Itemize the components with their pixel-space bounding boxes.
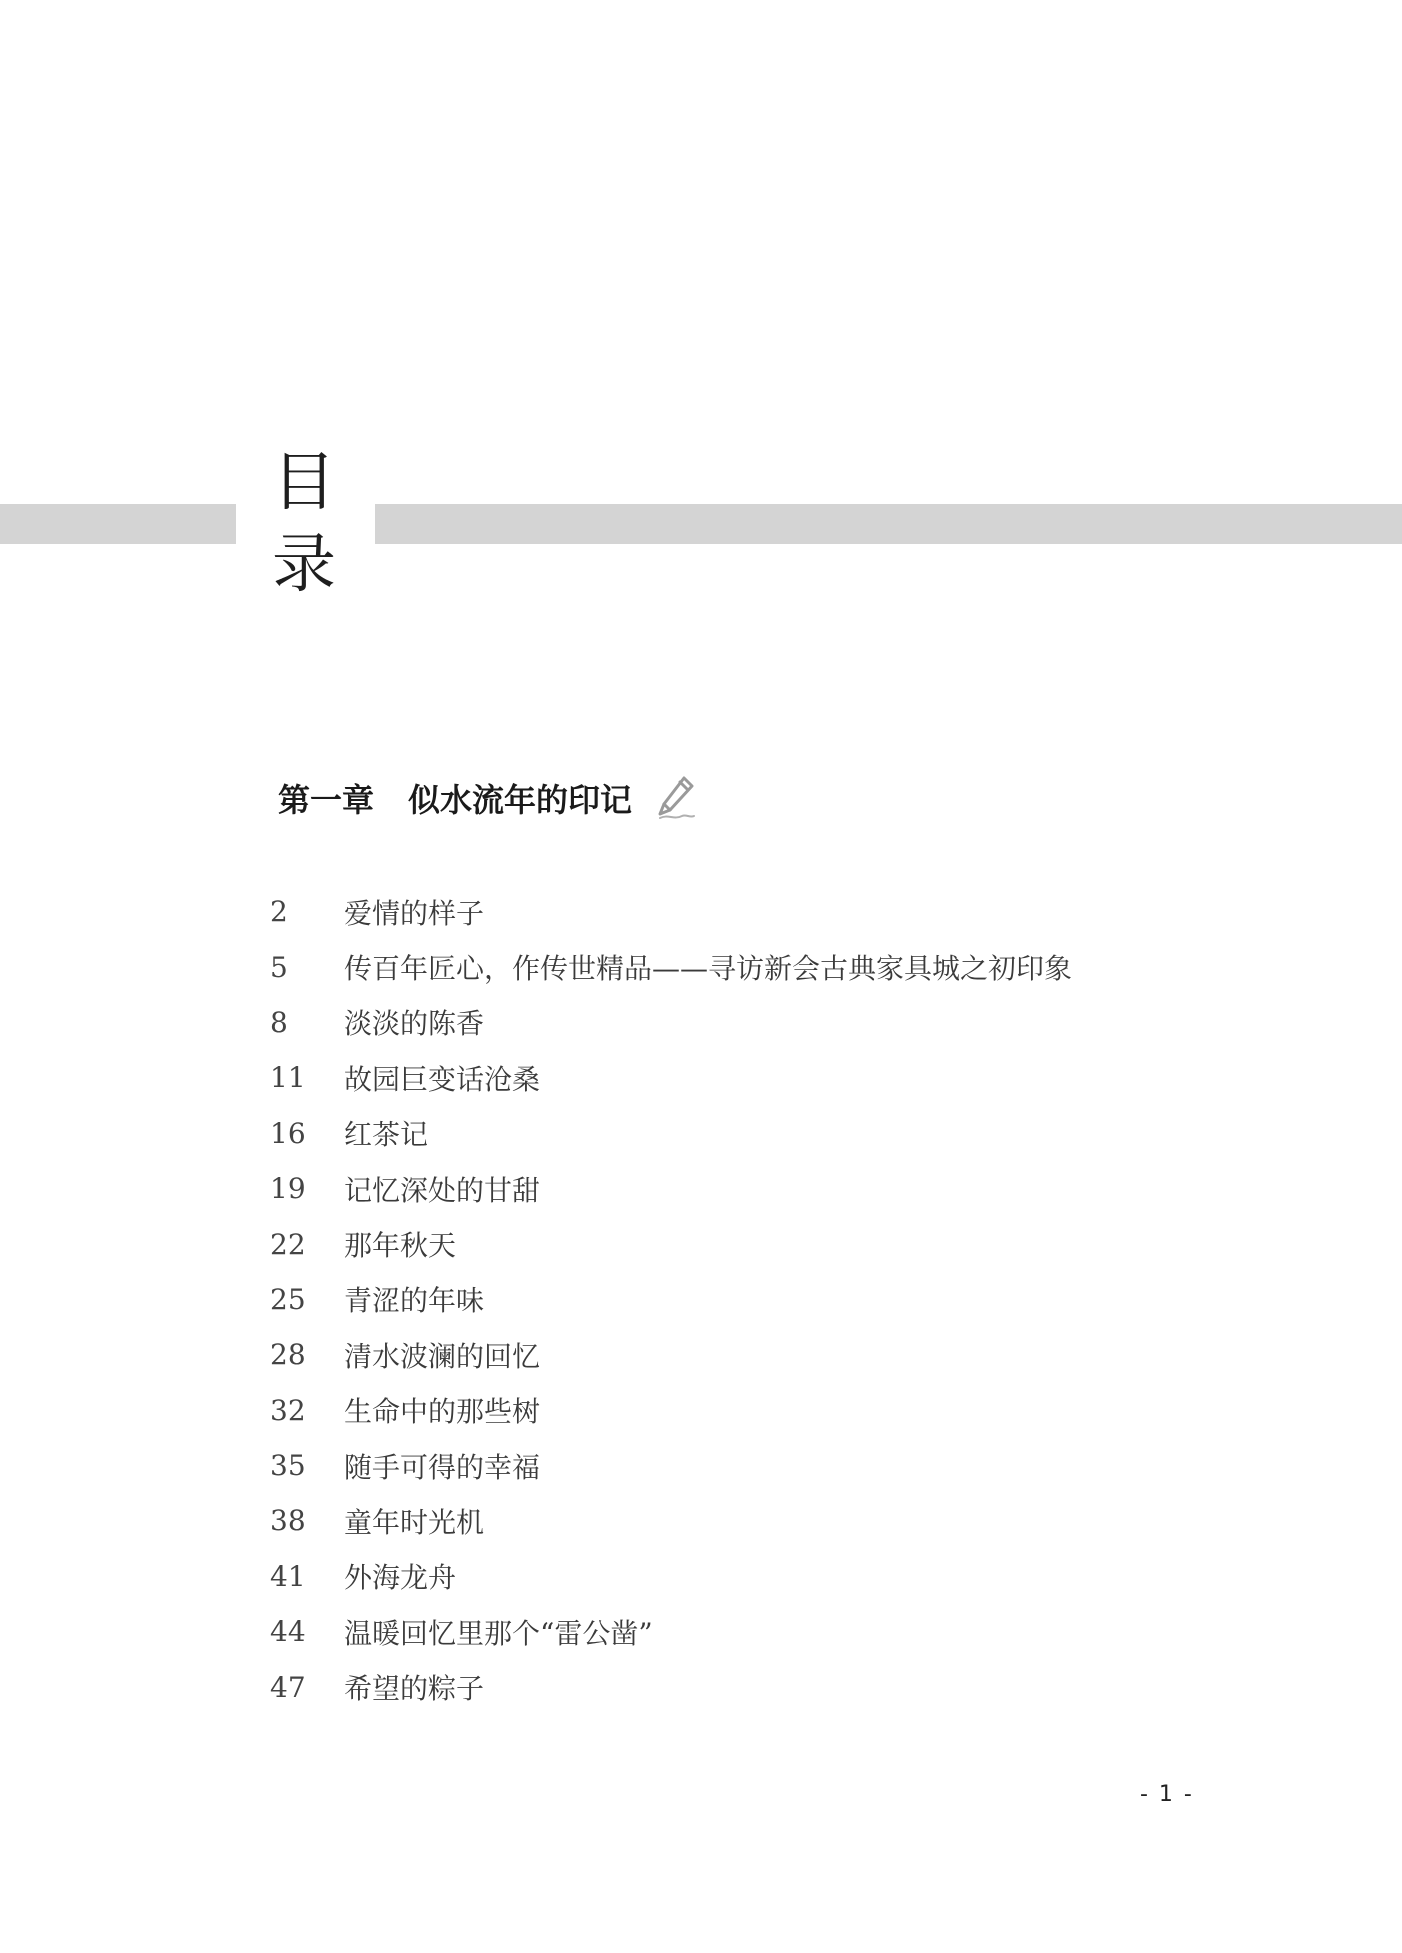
toc-entry-title: 红茶记 [344, 1118, 429, 1152]
toc-title [272, 442, 352, 606]
toc-entry-page: 16 [270, 1116, 306, 1150]
chapter-number: 第一章 [278, 781, 375, 819]
toc-entry-page: 47 [270, 1670, 306, 1704]
toc-entry[interactable] [270, 1383, 1270, 1438]
toc-entry-title: 青涩的年味 [344, 1284, 485, 1318]
toc-entry[interactable] [270, 1549, 1270, 1604]
toc-entry[interactable] [270, 1272, 1270, 1327]
chapter-heading [278, 774, 698, 822]
toc-entry-page: 11 [270, 1061, 306, 1095]
toc-entry-title: 故园巨变话沧桑 [344, 1062, 541, 1096]
toc-entry-title: 淡淡的陈香 [344, 1007, 485, 1041]
toc-entry[interactable] [270, 884, 1270, 939]
toc-entry[interactable] [270, 1106, 1270, 1161]
toc-entry-page: 22 [270, 1227, 306, 1261]
toc-entry[interactable] [270, 1327, 1270, 1382]
toc-entry-title: 希望的粽子 [344, 1672, 485, 1706]
toc-entry-page: 38 [270, 1504, 306, 1538]
toc-entry-title: 那年秋天 [344, 1229, 457, 1263]
toc-entry-title: 外海龙舟 [344, 1561, 457, 1595]
toc-title-char-2: 录 [272, 528, 336, 602]
toc-entry-title: 童年时光机 [344, 1505, 485, 1539]
toc-entry[interactable] [270, 1493, 1270, 1548]
toc-entry-page: 32 [270, 1393, 306, 1427]
toc-entry-page: 25 [270, 1282, 306, 1316]
toc-entry[interactable] [270, 995, 1270, 1050]
toc-entry-title: 爱情的样子 [344, 896, 485, 930]
toc-entry-page: 8 [270, 1005, 288, 1039]
toc-entry[interactable] [270, 1659, 1270, 1714]
toc-entry-page: 41 [270, 1559, 306, 1593]
toc-entry[interactable] [270, 1161, 1270, 1216]
toc-entry-page: 28 [270, 1338, 306, 1372]
toc-entry[interactable] [270, 939, 1270, 994]
toc-entry[interactable] [270, 1216, 1270, 1271]
header-band-left [0, 504, 236, 544]
toc-entry-title: 清水波澜的回忆 [344, 1339, 541, 1373]
header-band-right [375, 504, 1402, 544]
toc-entry-list [270, 884, 1270, 1715]
toc-entry[interactable] [270, 1438, 1270, 1493]
toc-entry-title: 记忆深处的甘甜 [344, 1173, 541, 1207]
chapter-title: 似水流年的印记 [408, 781, 633, 819]
footer-page-number: - 1 - [1140, 1782, 1194, 1807]
toc-entry[interactable] [270, 1050, 1270, 1105]
toc-entry-page: 19 [270, 1172, 306, 1206]
toc-entry-page: 5 [270, 950, 288, 984]
toc-entry-title: 随手可得的幸福 [344, 1450, 541, 1484]
toc-entry-title: 传百年匠心，作传世精品——寻访新会古典家具城之初印象 [344, 952, 1073, 986]
pencil-icon [654, 774, 698, 822]
toc-entry-page: 2 [270, 895, 288, 929]
toc-entry-page: 35 [270, 1449, 306, 1483]
toc-entry[interactable] [270, 1604, 1270, 1659]
toc-entry-title: 温暖回忆里那个“雷公凿” [344, 1616, 653, 1650]
toc-title-char-1: 目 [272, 446, 336, 520]
toc-entry-title: 生命中的那些树 [344, 1395, 541, 1429]
toc-entry-page: 44 [270, 1615, 306, 1649]
